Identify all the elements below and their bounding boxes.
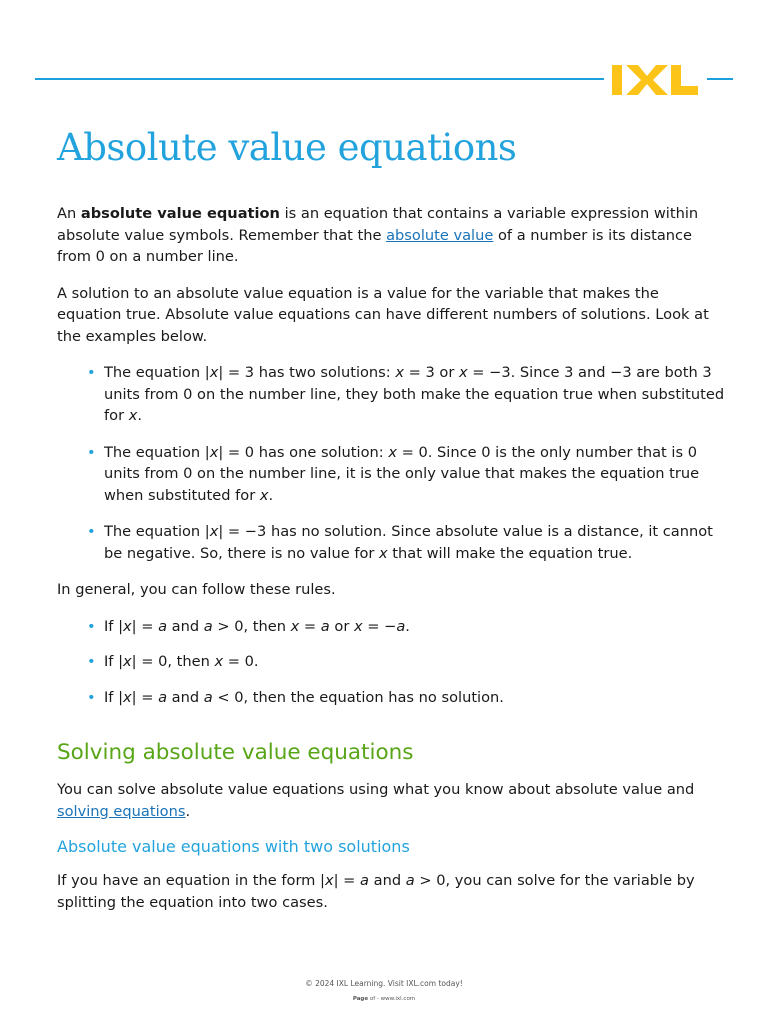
header-rule-right bbox=[707, 78, 733, 80]
bullet-icon: • bbox=[87, 653, 96, 670]
bullet-icon: • bbox=[87, 364, 96, 381]
list-item: • If |x| = a and a > 0, then x = a or x = −a. bbox=[87, 616, 727, 638]
list-item: • The equation |x| = 0 has one solution: x = 0. Since 0 is the only number that is 0 units from 0 on the number line, it is the only value that makes the equation true when substituted for x. bbox=[87, 443, 700, 504]
examples-list bbox=[57, 362, 727, 564]
main-content bbox=[57, 203, 727, 928]
term-bold: absolute value equation bbox=[80, 205, 280, 222]
bullet-icon: • bbox=[87, 443, 96, 461]
list-item: • The equation |x| = −3 has no solution. Since absolute value is a distance, it cannot be negative. So, there is no value for x that will make the equation true. bbox=[87, 523, 713, 562]
subsection-paragraph: If you have an equation in the form |x| = a and a > 0, you can solve for the variable by splitting the equation into two cases. bbox=[57, 872, 695, 911]
header-rule-left bbox=[35, 78, 604, 80]
footer-page-info: Page of - www.ixl.com bbox=[352, 996, 416, 1002]
absolute-value-link[interactable]: absolute value bbox=[386, 226, 494, 244]
rules-list bbox=[57, 616, 727, 709]
intro-paragraph-2: A solution to an absolute value equation is a value for the variable that makes the equation true. Absolute value equations can have different numbers of solutions. Look at the examples below. bbox=[57, 284, 709, 345]
solving-equations-link[interactable]: solving equations bbox=[57, 802, 186, 820]
section-heading: Solving absolute value equations bbox=[57, 740, 414, 765]
list-item: • If |x| = 0, then x = 0. bbox=[87, 651, 727, 673]
bullet-icon: • bbox=[87, 617, 96, 635]
list-item: • If |x| = a and a < 0, then the equation has no solution. bbox=[87, 687, 727, 709]
footer-copyright: © 2024 IXL Learning. Visit IXL.com today! bbox=[305, 979, 463, 988]
footer-site: www.ixl.com bbox=[380, 996, 416, 1002]
rules-intro: In general, you can follow these rules. bbox=[57, 581, 336, 598]
bullet-icon: • bbox=[87, 688, 96, 706]
section-paragraph: You can solve absolute value equations using what you know about absolute value and solving equations. bbox=[57, 781, 695, 820]
subsection-heading: Absolute value equations with two solutions bbox=[57, 837, 410, 856]
intro-text: of a number is its distance from 0 on a number line. bbox=[57, 226, 693, 265]
bullet-icon: • bbox=[87, 523, 96, 540]
ixl-logo bbox=[610, 63, 700, 101]
list-item: • The equation |x| = 3 has two solutions: x = 3 or x = −3. Since 3 and −3 are both 3 units from 0 on the number line, they both make the equation true when substituted for x. bbox=[87, 364, 725, 424]
intro-text: is an equation that contains a variable expression within absolute value symbols. Remember that the bbox=[57, 205, 699, 244]
intro-paragraph-1 bbox=[57, 203, 727, 268]
page-title: Absolute value equations bbox=[57, 126, 517, 169]
intro-text: An bbox=[57, 205, 81, 222]
